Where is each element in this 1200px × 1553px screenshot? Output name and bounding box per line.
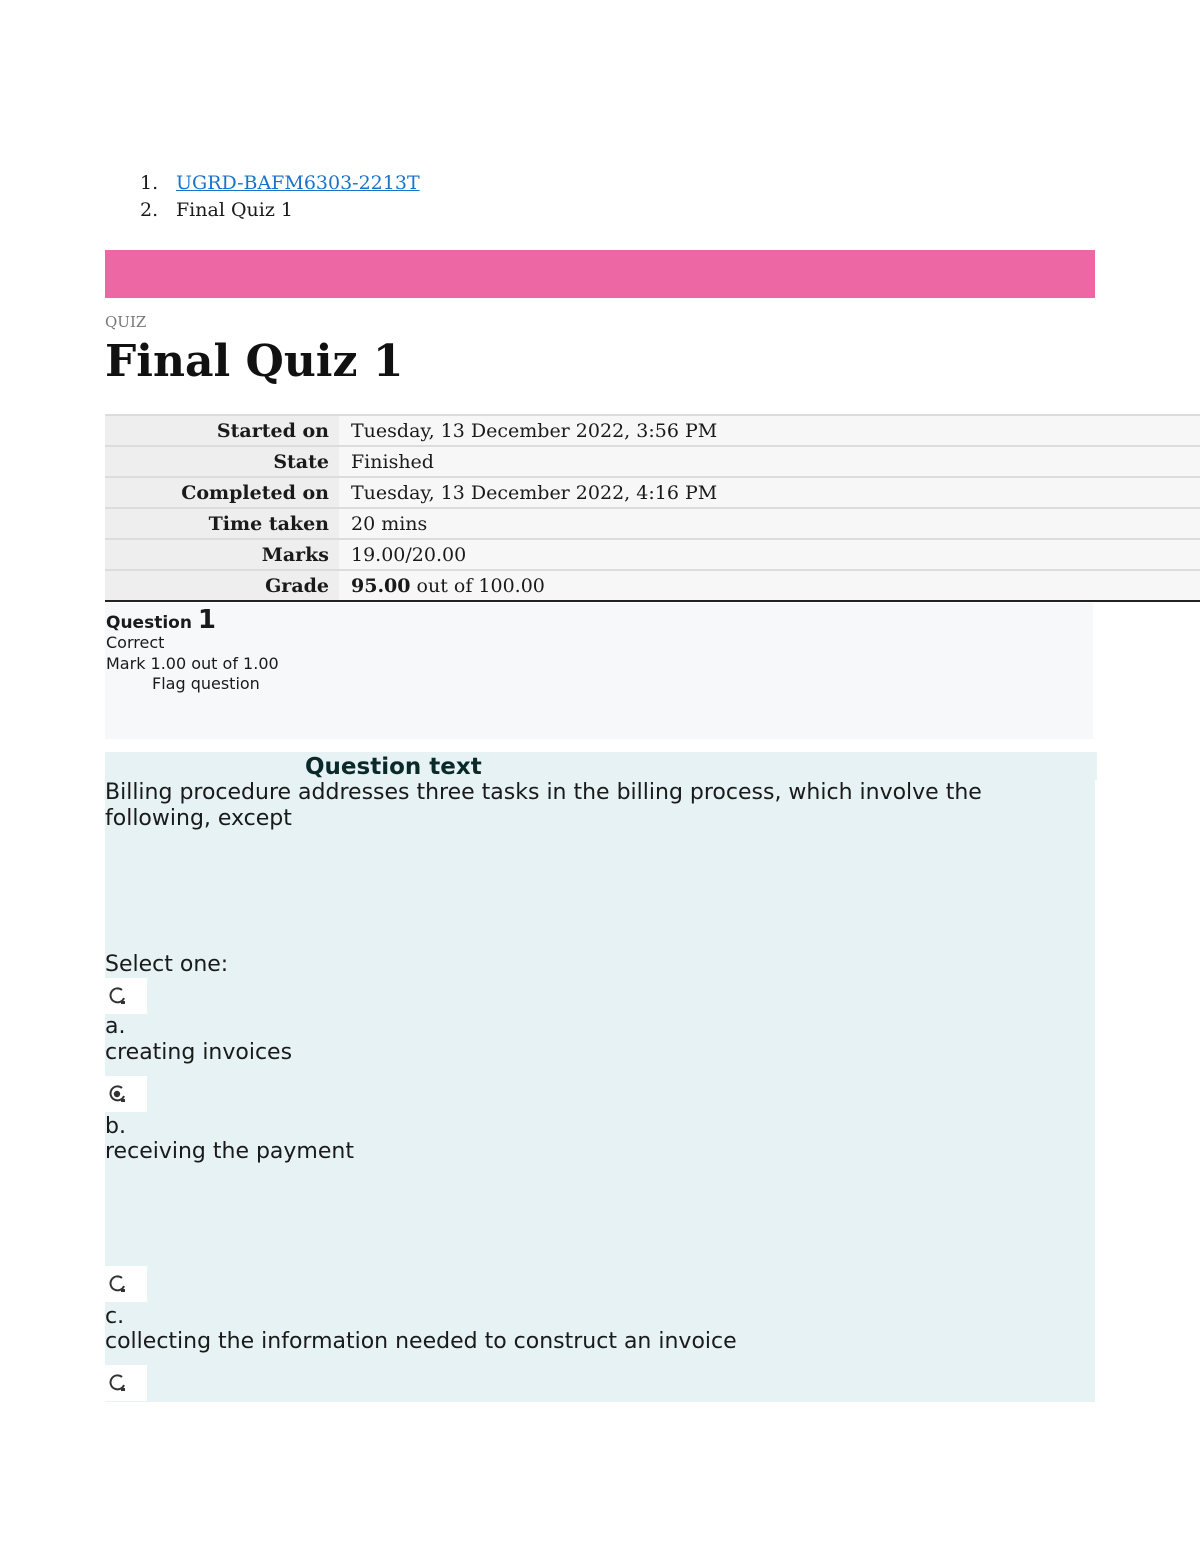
breadcrumb-number: 1. <box>140 172 159 194</box>
summary-row-grade <box>105 570 1200 601</box>
summary-value: Tuesday, 13 December 2022, 3:56 PM <box>339 415 1200 446</box>
answer-prompt: Select one: <box>105 952 229 977</box>
question-state: Correct <box>106 633 165 652</box>
option-a-letter: a. <box>105 1014 126 1039</box>
grade-out-of: out of 100.00 <box>410 574 545 597</box>
summary-row-time-taken <box>105 508 1200 539</box>
summary-label: State <box>105 446 339 477</box>
attempt-summary-table <box>105 414 1200 602</box>
summary-row-completed <box>105 477 1200 508</box>
page-title: Final Quiz 1 <box>105 336 404 387</box>
question-number <box>106 605 216 635</box>
grade-score: 95.00 <box>351 574 411 597</box>
option-c-letter: c. <box>105 1304 125 1329</box>
question-content <box>105 752 1095 1402</box>
breadcrumb-number: 2. <box>140 199 159 221</box>
breadcrumb-item-course <box>140 170 420 197</box>
page-header-banner <box>105 250 1095 298</box>
option-c-text[interactable]: collecting the information needed to construct an invoice <box>105 1329 737 1354</box>
summary-label: Marks <box>105 539 339 570</box>
summary-row-state <box>105 446 1200 477</box>
summary-value <box>339 570 1200 601</box>
radio-unchecked-icon <box>109 986 127 1006</box>
activity-type-label: QUIZ <box>105 313 147 331</box>
question-number-value: 1 <box>197 605 216 635</box>
summary-label: Started on <box>105 415 339 446</box>
summary-row-marks <box>105 539 1200 570</box>
radio-unchecked-icon <box>109 1373 127 1393</box>
summary-label: Grade <box>105 570 339 601</box>
option-b-radio[interactable] <box>105 1076 147 1112</box>
option-a-radio[interactable] <box>105 978 147 1014</box>
radio-checked-icon <box>109 1084 127 1104</box>
question-text: Billing procedure addresses three tasks in the billing process, which involve the following, except <box>105 780 982 831</box>
option-b-text[interactable]: receiving the payment <box>105 1139 354 1164</box>
summary-value: 19.00/20.00 <box>339 539 1200 570</box>
option-c-radio[interactable] <box>105 1266 147 1302</box>
question-mark: Mark 1.00 out of 1.00 <box>106 654 279 673</box>
option-b-letter: b. <box>105 1114 126 1139</box>
breadcrumb-item-quiz <box>140 197 420 224</box>
summary-value: Finished <box>339 446 1200 477</box>
option-d-radio[interactable] <box>105 1365 147 1401</box>
question-prefix: Question <box>106 613 192 633</box>
breadcrumb-current: Final Quiz 1 <box>176 199 293 221</box>
radio-unchecked-icon <box>109 1274 127 1294</box>
option-a-text[interactable]: creating invoices <box>105 1040 293 1065</box>
flag-question-link[interactable]: Flag question <box>152 674 260 693</box>
summary-value: Tuesday, 13 December 2022, 4:16 PM <box>339 477 1200 508</box>
summary-label: Time taken <box>105 508 339 539</box>
summary-value: 20 mins <box>339 508 1200 539</box>
breadcrumb <box>140 170 420 224</box>
breadcrumb-link-course[interactable]: UGRD-BAFM6303-2213T <box>176 172 420 194</box>
summary-label: Completed on <box>105 477 339 508</box>
question-text-heading: Question text <box>305 752 1097 780</box>
summary-row-started <box>105 415 1200 446</box>
question-info-panel <box>105 603 1093 739</box>
